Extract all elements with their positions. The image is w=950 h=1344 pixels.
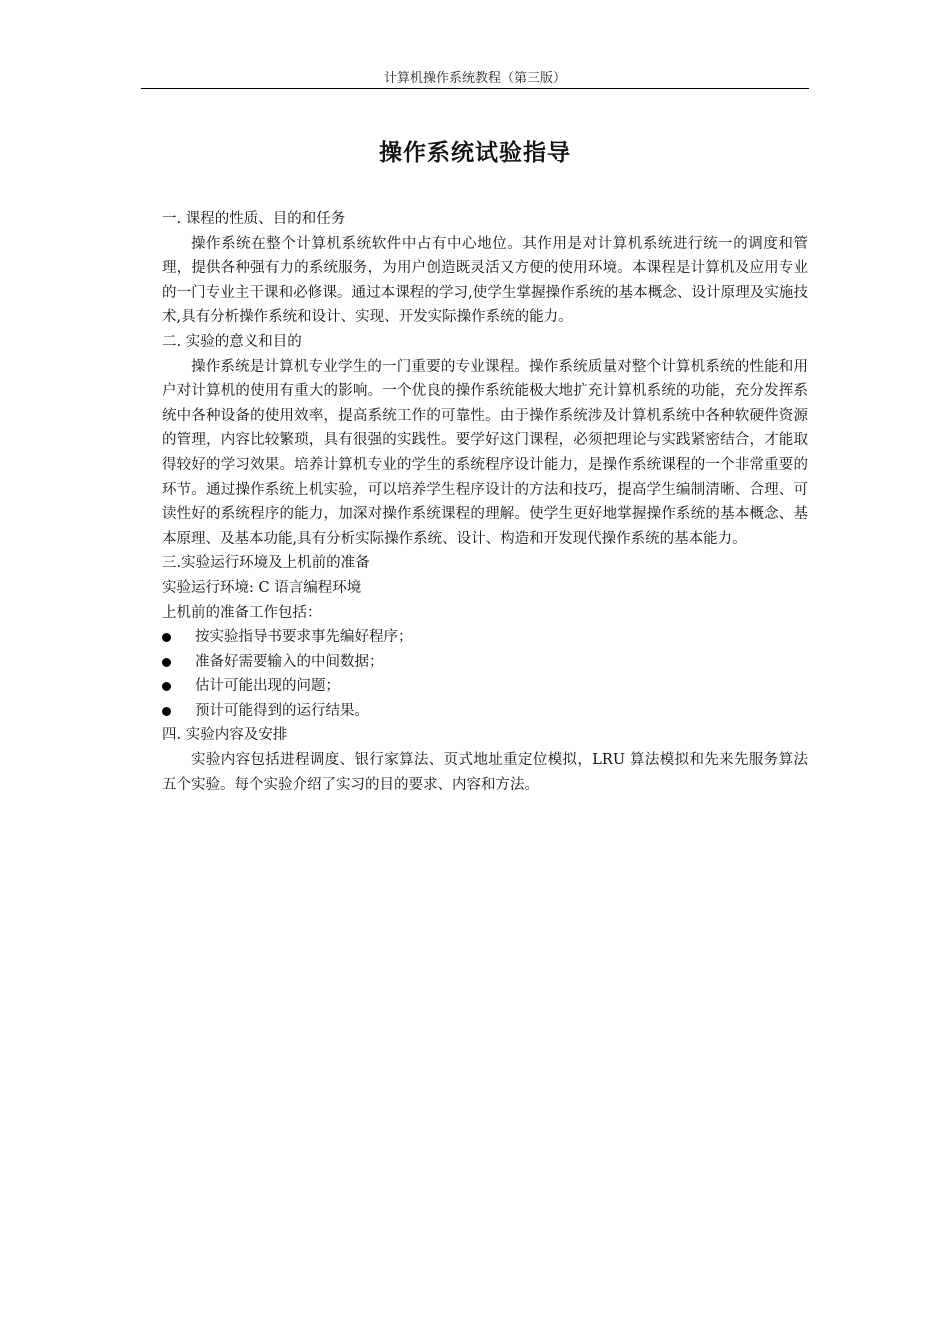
prep-list xyxy=(162,625,808,723)
list-item-text: 估计可能出现的问题； xyxy=(195,678,340,695)
list-item-text: 预计可能得到的运行结果。 xyxy=(195,702,369,719)
section-paragraph: 实验内容包括进程调度、银行家算法、页式地址重定位模拟，LRU 算法模拟和先来先服务算法五个实验。每个实验介绍了实习的目的要求、内容和方法。 xyxy=(162,752,808,793)
list-item xyxy=(162,650,808,675)
list-item xyxy=(162,699,808,724)
running-header: 计算机操作系统教程（第三版） xyxy=(383,71,566,86)
bullet-icon xyxy=(162,658,171,667)
section-heading: 一. 课程的性质、目的和任务 xyxy=(162,211,346,227)
document-body xyxy=(162,207,808,797)
section-paragraph: 操作系统是计算机专业学生的一门重要的专业课程。操作系统质量对整个计算机系统的性能和用户对计算机的使用有重大的影响。一个优良的操作系统能极大地扩充计算机系统的功能，充分发挥系统中各种设备的使用效率，提高系统工作的可靠性。由于操作系统涉及计算机系统中各种软硬件资源的管理，内容比较繁琐，具有很强的实践性。要学好这门课程，必须把理论与实践紧密结合，才能取得较好的学习效果。培养计算机专业的学生的系统程序设计能力，是操作系统课程的一个非常重要的环节。通过操作系统上机实验，可以培养学生程序设计的方法和技巧，提高学生编制清晰、合理、可读性好的系统程序的能力，加深对操作系统课程的理解。使学生更好地掌握操作系统的基本概念、基本原理、及基本功能,具有分析实际操作系统、设计、构造和开发现代操作系统的基本能力。 xyxy=(162,358,808,547)
environment-line: 实验运行环境: C 语言编程环境 xyxy=(162,579,362,596)
list-item-text: 准备好需要输入的中间数据； xyxy=(195,653,384,670)
bullet-icon xyxy=(162,707,171,716)
list-item xyxy=(162,625,808,650)
document-title: 操作系统试验指导 xyxy=(379,140,571,166)
section-heading: 三.实验运行环境及上机前的准备 xyxy=(162,555,370,572)
header-rule xyxy=(141,88,809,89)
prep-intro: 上机前的准备工作包括： xyxy=(162,604,322,621)
section-heading: 二. 实验的意义和目的 xyxy=(162,333,302,350)
bullet-icon xyxy=(162,682,171,691)
section-heading: 四. 实验内容及安排 xyxy=(162,727,288,744)
list-item xyxy=(162,674,808,699)
list-item-text: 按实验指导书要求事先编好程序； xyxy=(195,629,413,646)
section-paragraph: 操作系统在整个计算机系统软件中占有中心地位。其作用是对计算机系统进行统一的调度和管理，提供各种强有力的系统服务，为用户创造既灵活又方便的使用环境。本课程是计算机及应用专业的一门专业主干课和必修课。通过本课程的学习,使学生掌握操作系统的基本概念、设计原理及实施技术,具有分析操作系统和设计、实现、开发实际操作系统的能力。 xyxy=(162,235,808,326)
bullet-icon xyxy=(162,633,171,642)
